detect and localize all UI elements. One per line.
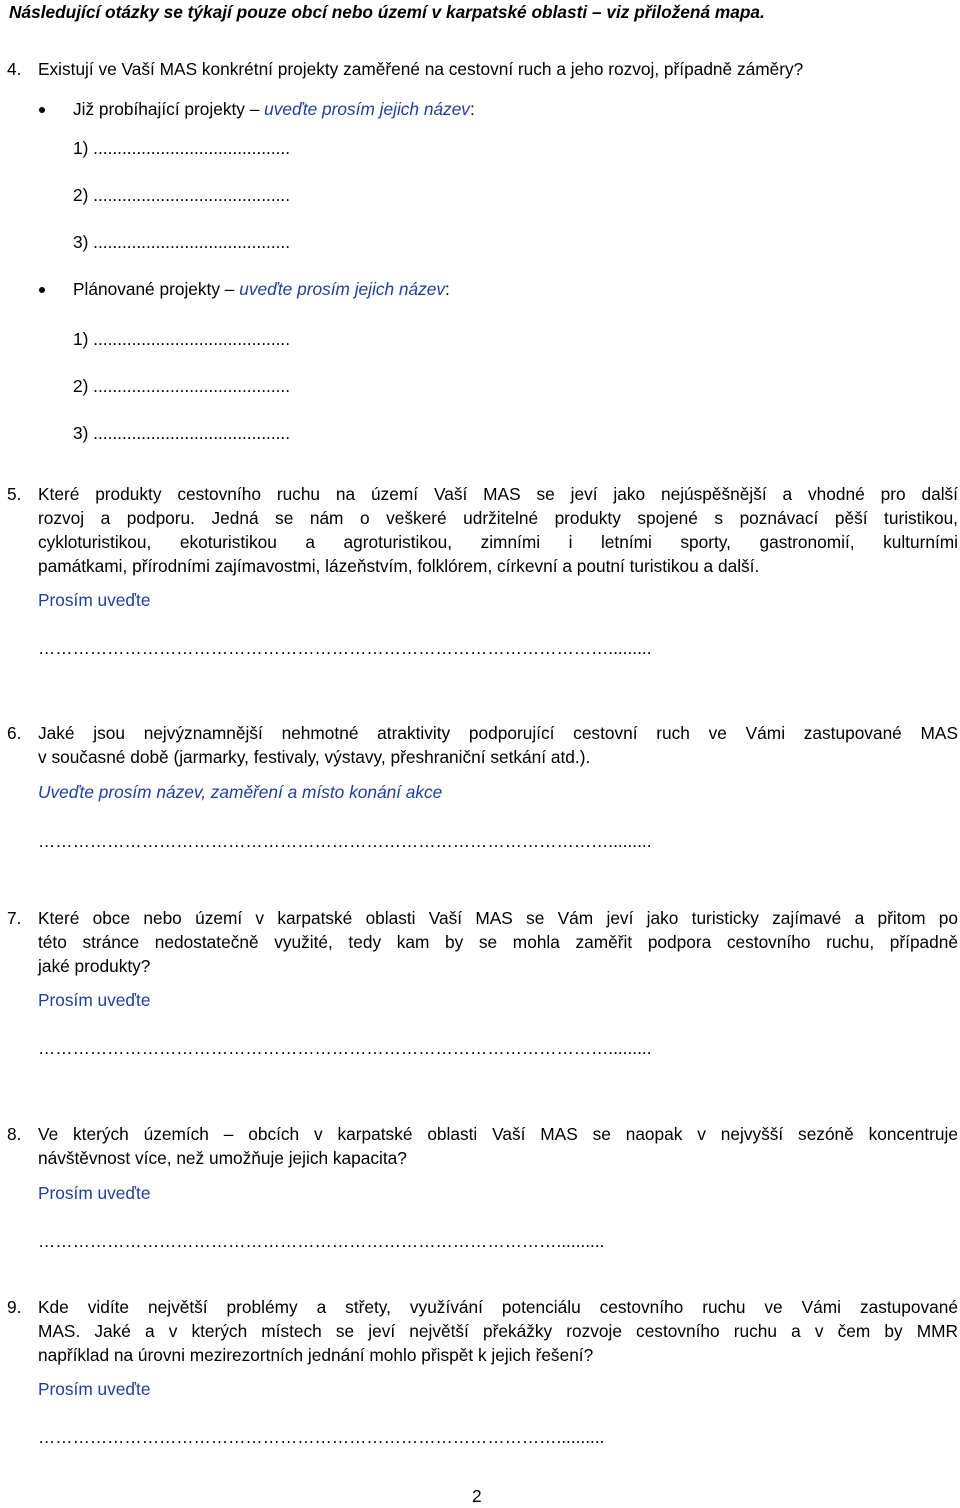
q8-answer-field[interactable]: ……………………………………………………………………………….......... (38, 1231, 605, 1251)
q9-line: MAS. Jaké a v kterých místech se jeví největší překážky rozvoje cestovního ruchu a v čem by MMR (38, 1321, 958, 1341)
q6-answer-field[interactable]: ………………………………………………………………………………………......... (38, 831, 652, 851)
q4-planned-item-1[interactable]: 1) ......................................... (73, 329, 291, 349)
q5-prompt: Prosím uveďte (38, 590, 151, 610)
q4-running-prompt: uveďte prosím jejich název (264, 99, 470, 119)
q6-prompt: Uveďte prosím název, zaměření a místo konání akce (38, 782, 443, 802)
q7-text (38, 906, 958, 978)
q4-running-line (73, 97, 475, 121)
q9-answer-field[interactable]: ……………………………………………………………………………….......... (38, 1427, 605, 1447)
q7-line: jaké produkty? (38, 956, 151, 976)
q4-running-item-3[interactable]: 3) ......................................... (73, 232, 291, 252)
q5-line: cykloturistikou, ekoturistikou a agroturistikou, zimními i letními sporty, gastronomií, kulturními (38, 532, 958, 552)
q5-answer-field[interactable]: ………………………………………………………………………………………......... (38, 638, 652, 658)
q9-line: Kde vidíte největší problémy a střety, využívání potenciálu cestovního ruchu ve Vámi zastupované (38, 1297, 958, 1317)
q4-planned-label: Plánované projekty – (73, 279, 235, 299)
q8-number: 8. (7, 1124, 22, 1144)
q5-text (38, 482, 958, 578)
q7-prompt: Prosím uveďte (38, 990, 151, 1010)
q4-text: Existují ve Vaší MAS konkrétní projekty zaměřené na cestovní ruch a jeho rozvoj, případně záměry? (38, 59, 804, 79)
q8-line: návštěvnost více, než umožňuje jejich kapacita? (38, 1148, 407, 1168)
q4-number: 4. (7, 59, 22, 79)
q4-planned-prompt: uveďte prosím jejich název (239, 279, 446, 299)
q4-planned-item-2[interactable]: 2) ......................................... (73, 376, 291, 396)
q6-line: Jaké jsou nejvýznamnější nehmotné atraktivity podporující cestovní ruch ve Vámi zastupované MAS (38, 723, 958, 743)
q6-text (38, 721, 958, 769)
q4-running-colon: : (469, 99, 475, 119)
q8-text (38, 1122, 958, 1170)
q7-line: Které obce nebo území v karpatské oblasti Vaší MAS se Vám jeví jako turisticky zajímavé a přitom po (38, 908, 958, 928)
q5-line: památkami, přírodními zajímavostmi, lázeňstvím, folklórem, církevní a poutní turistikou a další. (38, 556, 760, 576)
q9-line: například na úrovni mezirezortních jednání mohlo přispět k jejich řešení? (38, 1345, 594, 1365)
q6-line: v současné době (jarmarky, festivaly, výstavy, přeshraniční setkání atd.). (38, 747, 591, 767)
q9-number: 9. (7, 1297, 22, 1317)
section-heading: Následující otázky se týkají pouze obcí nebo území v karpatské oblasti – viz přiložená mapa. (9, 2, 765, 22)
q6-number: 6. (7, 723, 22, 743)
q4-planned-line (73, 277, 450, 301)
q4-running-item-2[interactable]: 2) ......................................... (73, 185, 291, 205)
q7-line: této stránce nedostatečně využité, tedy kam by se mohla zaměřit podpora cestovního ruchu, případně (38, 932, 958, 952)
q4-running-label: Již probíhající projekty – (73, 99, 260, 119)
q4-running-item-1[interactable]: 1) ......................................... (73, 138, 291, 158)
q7-number: 7. (7, 908, 22, 928)
bullet-icon (39, 107, 45, 113)
q9-text (38, 1295, 958, 1367)
bullet-icon (39, 287, 45, 293)
q7-answer-field[interactable]: ………………………………………………………………………………………......... (38, 1038, 652, 1058)
q8-line: Ve kterých územích – obcích v karpatské oblasti Vaší MAS se naopak v nejvyšší sezóně koncentruje (38, 1124, 958, 1144)
q8-prompt: Prosím uveďte (38, 1183, 151, 1203)
q5-number: 5. (7, 484, 22, 504)
q9-prompt: Prosím uveďte (38, 1379, 151, 1399)
q4-planned-item-3[interactable]: 3) ......................................... (73, 423, 291, 443)
q5-line: rozvoj a podporu. Jedná se nám o veškeré udržitelné produkty spojené s poznávací pěší turistikou, (38, 508, 958, 528)
page-number: 2 (472, 1486, 482, 1506)
q4-planned-colon: : (445, 279, 450, 299)
q5-line: Které produkty cestovního ruchu na území Vaší MAS se jeví jako nejúspěšnější a vhodné pro další (38, 484, 958, 504)
